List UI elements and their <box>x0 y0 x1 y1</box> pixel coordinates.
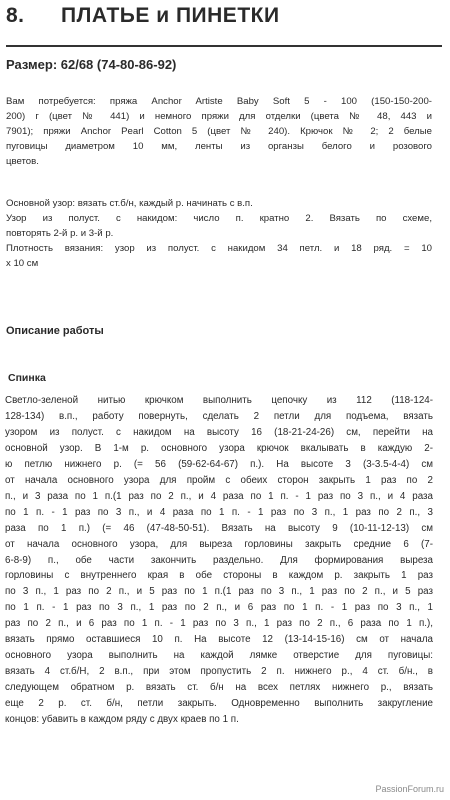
back-line: следующем обратном р. вязать ст. б/н на всех петлях нижнего р., вязать <box>5 682 433 694</box>
patterns-paragraph <box>6 196 432 271</box>
back-line: концов: убавить в каждом ряду с двух краев по 1 п. <box>5 714 239 726</box>
back-line: раз по 2 п., и 6 раз по 1 п. - 1 раз по 3 п., 1 раз по 2 п., 6 раза по 1 п.), <box>5 618 433 630</box>
section-header <box>6 2 442 46</box>
materials-line: 200) г (цвет № 441) и немного пряжи для отделки (цвета № 48, 443 и <box>6 111 432 122</box>
back-line: узором из полуст. с накидом на высоту 16 (18-21-24-26) см, перейти на <box>5 426 433 438</box>
watermark: PassionForum.ru <box>375 784 444 794</box>
back-line: по 1 п. - 1 раз по 3 п., 1 раз по 2 п., и 6 раз по 1 п. - 1 раз по 3 п., 1 <box>5 602 433 614</box>
back-line: 6-8-9) п., обе части закончить раздельно. Для формирования выреза <box>5 554 433 566</box>
back-line: 128-134) в.п., работу повернуть, сделать 2 петли для подъема, вязать <box>5 410 433 422</box>
back-line: по 3 п., 1 раз по 2 п., и 5 раз по 1 п.(1 раз по 3 п., 1 раз по 2 п., и 5 раз <box>5 586 433 598</box>
pattern-line: Основной узор: вязать ст.б/н, каждый р. начинать с в.п. <box>6 198 253 209</box>
back-line: ю петлю нижнего р. (= 56 (59-62-64-67) п.). На высоте 3 (3-3.5-4-4) см <box>5 458 433 470</box>
back-line: Светло-зеленой нитью крючком выполнить цепочку из 112 (118-124- <box>5 395 433 406</box>
back-instructions <box>5 393 433 728</box>
back-line: горловины с внутреннего края в обе стороны в каждом р. закрыть 1 раз <box>5 570 433 582</box>
pattern-line: Узор из полуст. с накидом: число п. кратно 2. Вязать по схеме, <box>6 213 432 224</box>
materials-line: 7901); пряжи Anchor Pearl Cotton 5 (цвет № 240). Крючок № 2; 2 белые <box>6 126 432 137</box>
back-line: п., и 3 раза по 1 п.(1 раз по 2 п., и 4 раза по 1 п. - 1 раз по 3 п., и 4 раза <box>5 490 433 502</box>
materials-line: Вам потребуется: пряжа Anchor Artiste Baby Soft 5 - 100 (150-150-200- <box>6 96 432 107</box>
back-line: от начала основного узора, для выреза горловины закрыть средние 6 (7- <box>5 538 433 550</box>
materials-line: цветов. <box>6 156 39 167</box>
header-rule <box>6 45 442 47</box>
back-line: основной узор. В 1-м р. основного узора крючок вкалывать в каждую 2- <box>5 442 433 454</box>
back-line: вязать прямо оставшиеся 10 п. На высоте 12 (13-14-15-16) см от начала <box>5 634 433 646</box>
pattern-line: х 10 см <box>6 258 39 269</box>
back-line: еще 2 р. ст. б/н, петли закрыть. Одновременно выполнить закругление <box>5 698 433 710</box>
section-number: 8. <box>6 4 25 27</box>
back-line: раза по 1 п.) (= 46 (47-48-50-51). Вязать на высоту 9 (10-11-12-13) см <box>5 522 433 534</box>
materials-paragraph <box>6 94 432 169</box>
back-heading: Спинка <box>8 372 46 384</box>
materials-line: пуговицы диаметром 10 мм, ленты из органзы белого и розового <box>6 141 432 152</box>
pattern-line: повторять 2-й р. и 3-й р. <box>6 228 114 239</box>
back-line: основного узора выполнить на каждой лямке отверстие для пуговицы: <box>5 650 433 662</box>
back-line: вязать 4 ст.б/Н, 2 в.п., при этом пропустить 2 п. нижнего р., 4 ст. б/н., в <box>5 666 433 678</box>
size-line: Размер: 62/68 (74-80-86-92) <box>6 57 177 72</box>
work-description-heading: Описание работы <box>6 325 104 337</box>
pattern-line: Плотность вязания: узор из полуст. с накидом 34 петл. и 18 ряд. = 10 <box>6 243 432 254</box>
back-line: от начала основного узора для пройм с обеих сторон закрыть 1 раз по 2 <box>5 474 433 486</box>
section-title: ПЛАТЬЕ и ПИНЕТКИ <box>61 4 280 27</box>
back-line: по 1 п. - 1 раз по 3 п., и 4 раза по 1 п. - 1 раз по 3 п., 1 раз по 2 п., 3 <box>5 506 433 518</box>
